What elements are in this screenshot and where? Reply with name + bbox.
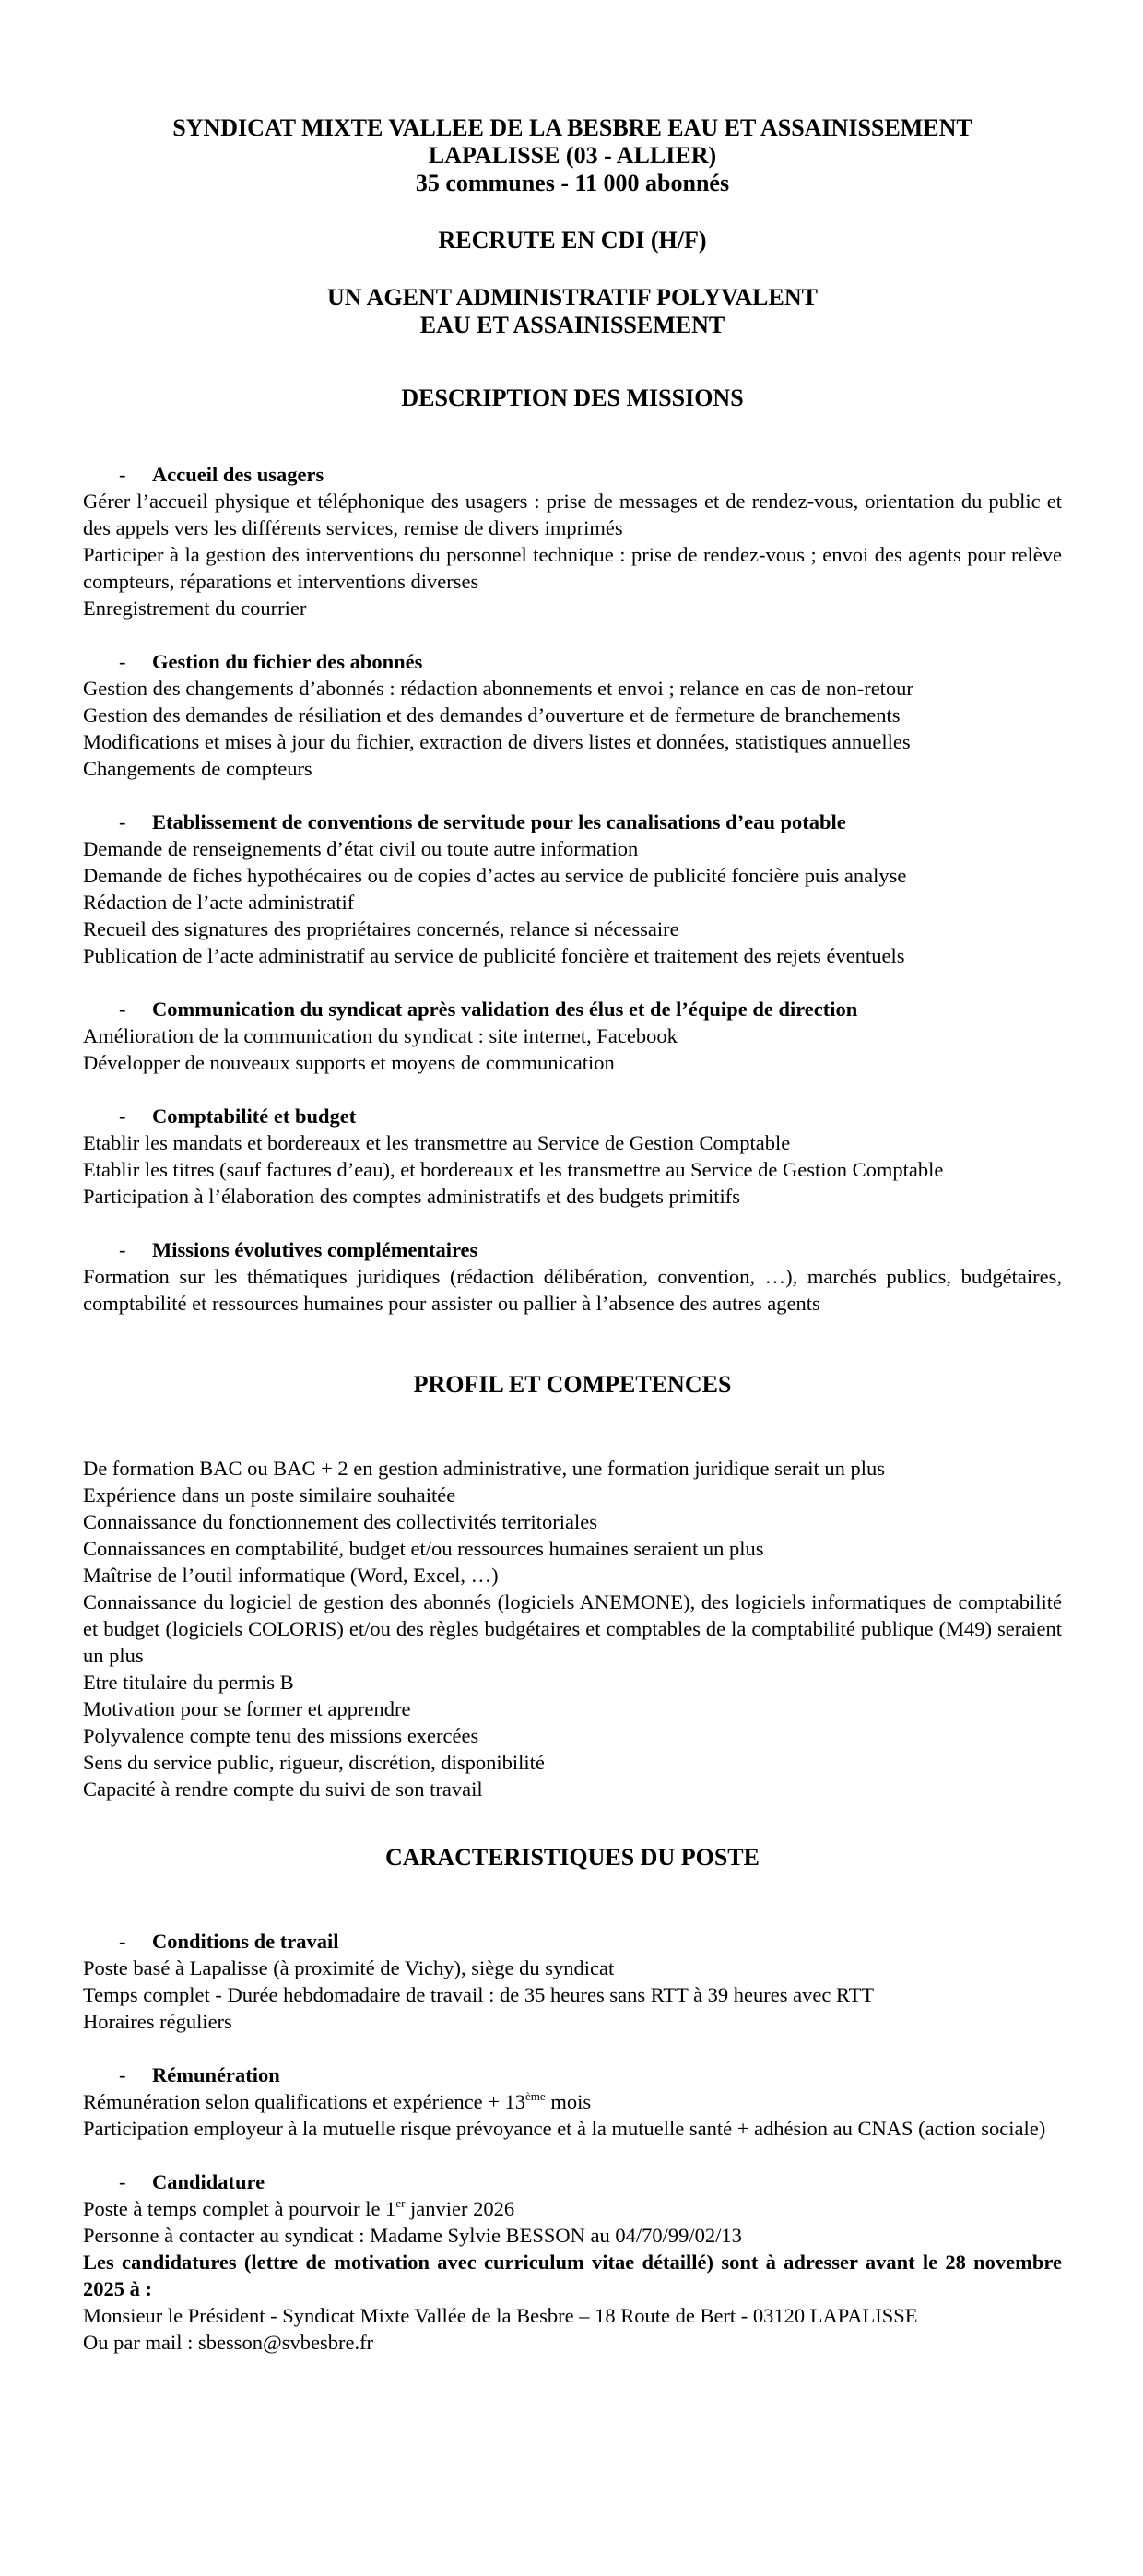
section-title-missions: DESCRIPTION DES MISSIONS [401,384,744,411]
org-header [83,114,1062,197]
pay-superscript: ème [525,2089,546,2103]
bullet-dash: - [119,2170,126,2193]
profile-line: Polyvalence compte tenu des missions exercées [83,1724,479,1747]
document-content [83,114,1062,2356]
start-text-end: janvier 2026 [405,2197,515,2220]
mission-group [83,809,1062,969]
mission-heading-text: Gestion du fichier des abonnés [152,650,423,673]
application-email-line [83,2329,1062,2356]
conditions-group [83,1928,1062,2035]
email-link[interactable]: sbesson@svbesbre.fr [197,2331,374,2354]
pay-heading-text: Rémunération [152,2063,280,2086]
mission-line: Modifications et mises à jour du fichier, extraction de divers listes et données, statistiques annuelles [83,730,911,753]
missions-list [83,461,1062,1317]
profile-line: Connaissance du fonctionnement des collectivités territoriales [83,1510,597,1533]
bullet-dash: - [119,1238,126,1261]
start-superscript: er [395,2196,406,2210]
mission-heading-text: Etablissement de conventions de servitude pour les canalisations d’eau potable [152,810,846,833]
profile-line: Maîtrise de l’outil informatique (Word, Excel, …) [83,1564,499,1587]
mission-line: Gestion des demandes de résiliation et des demandes d’ouverture et de fermeture de branchements [83,703,901,727]
mission-line: Etablir les mandats et bordereaux et les transmettre au Service de Gestion Comptable [83,1131,791,1154]
pay-group [83,2062,1062,2142]
bullet-dash: - [119,1930,126,1953]
application-group [83,2168,1062,2356]
bullet-dash: - [119,463,126,486]
pay-line: Participation employeur à la mutuelle risque prévoyance et à la mutuelle santé + adhésion au CNAS (action sociale) [83,2117,1046,2140]
mission-line: Amélioration de la communication du syndicat : site internet, Facebook [83,1024,678,1047]
mission-line: Développer de nouveaux supports et moyens de communication [83,1051,615,1074]
mission-heading [83,996,1062,1022]
job-title-line2: EAU ET ASSAINISSEMENT [419,312,725,338]
recruit-title: RECRUTE EN CDI (H/F) [438,227,707,254]
bullet-dash: - [119,650,126,673]
bullet-dash: - [119,1105,126,1128]
profile-line: Connaissance du logiciel de gestion des abonnés (logiciels ANEMONE), des logiciels informatiques de comptabilité et budget (logiciels COLORIS) et/ou des règles budgétaires et comptables de la comptabilité publique (M49) seraient un plus [83,1590,1062,1667]
bullet-dash: - [119,2063,126,2086]
mission-line: Rédaction de l’acte administratif [83,891,355,914]
mission-line: Gestion des changements d’abonnés : rédaction abonnements et envoi ; relance en cas de non-retour [83,677,913,700]
mission-heading-text: Communication du syndicat après validation des élus et de l’équipe de direction [152,998,858,1021]
conditions-line: Poste basé à Lapalisse (à proximité de Vichy), siège du syndicat [83,1956,615,1979]
application-start-date [83,2195,1062,2222]
mission-heading [83,1236,1062,1263]
application-contact: Personne à contacter au syndicat : Madame Sylvie BESSON au 04/70/99/02/13 [83,2224,742,2247]
mission-group [83,461,1062,621]
mission-line: Recueil des signatures des propriétaires concernés, relance si nécessaire [83,917,679,940]
mission-group [83,1236,1062,1317]
job-title-line1: UN AGENT ADMINISTRATIF POLYVALENT [327,284,818,311]
bullet-dash: - [119,810,126,833]
conditions-heading-text: Conditions de travail [152,1930,339,1953]
mission-heading [83,1103,1062,1129]
mission-line: Gérer l’accueil physique et téléphonique des usagers : prise de messages et de rendez-vous, orientation du public et des appels vers les différents services, remise de divers imprimés [83,490,1062,539]
application-heading-text: Candidature [152,2170,265,2193]
mission-heading-text: Comptabilité et budget [152,1105,357,1128]
section-title-position: CARACTERISTIQUES DU POSTE [385,1844,760,1871]
application-deadline: Les candidatures (lettre de motivation avec curriculum vitae détaillé) sont à adresser avant le 28 novembre 2025 à : [83,2251,1062,2300]
conditions-line: Temps complet - Durée hebdomadaire de travail : de 35 heures sans RTT à 39 heures avec RTT [83,1983,875,2006]
pay-line [83,2088,1062,2115]
mission-heading-text: Accueil des usagers [152,463,324,486]
mission-line: Participer à la gestion des interventions du personnel technique : prise de rendez-vous ; envoi des agents pour relève compteurs, réparations et interventions diverses [83,543,1062,593]
profile-line: Sens du service public, rigueur, discrétion, disponibilité [83,1751,545,1774]
pay-text-end: mois [545,2090,592,2113]
mission-group [83,648,1062,782]
profile-line: Connaissances en comptabilité, budget et/ou ressources humaines seraient un plus [83,1537,764,1560]
mission-line: Etablir les titres (sauf factures d’eau), et bordereaux et les transmettre au Service de Gestion Comptable [83,1158,944,1181]
mission-line: Demande de fiches hypothécaires ou de copies d’actes au service de publicité foncière puis analyse [83,864,907,887]
mission-heading [83,461,1062,488]
job-title [83,284,1062,339]
mission-line: Formation sur les thématiques juridiques (rédaction délibération, convention, …), marchés publics, budgétaires, comptabilité et ressources humaines pour assister ou pallier à l’absence des autres agents [83,1265,1062,1315]
profile-line: Etre titulaire du permis B [83,1671,294,1694]
mission-group [83,996,1062,1076]
pay-heading [83,2062,1062,2088]
profile-line: Capacité à rendre compte du suivi de son travail [83,1778,483,1801]
profile-line: Motivation pour se former et apprendre [83,1697,411,1720]
org-name: SYNDICAT MIXTE VALLEE DE LA BESBRE EAU ET ASSAINISSEMENT [172,114,972,141]
mission-heading [83,809,1062,835]
profile-line: De formation BAC ou BAC + 2 en gestion administrative, une formation juridique serait un plus [83,1457,886,1480]
mission-line: Changements de compteurs [83,757,312,780]
org-location: LAPALISSE (03 - ALLIER) [428,142,717,169]
mission-group [83,1103,1062,1210]
mission-line: Demande de renseignements d’état civil ou toute autre information [83,837,639,860]
application-address: Monsieur le Président - Syndicat Mixte Vallée de la Besbre – 18 Route de Bert - 03120 LAPALISSE [83,2304,918,2327]
org-stats: 35 communes - 11 000 abonnés [415,170,730,196]
mission-heading-text: Missions évolutives complémentaires [152,1238,478,1261]
pay-text: Rémunération selon qualifications et expérience + 13 [83,2090,526,2113]
application-heading [83,2168,1062,2195]
conditions-heading [83,1928,1062,1955]
start-text: Poste à temps complet à pourvoir le 1 [83,2197,396,2220]
mission-line: Publication de l’acte administratif au service de publicité foncière et traitement des rejets éventuels [83,944,905,967]
mission-line: Participation à l’élaboration des comptes administratifs et des budgets primitifs [83,1185,740,1208]
conditions-line: Horaires réguliers [83,2010,232,2033]
profile-list [83,1455,1062,1802]
bullet-dash: - [119,998,126,1021]
email-label: Ou par mail : [83,2331,198,2354]
profile-line: Expérience dans un poste similaire souhaitée [83,1483,456,1507]
mission-heading [83,648,1062,675]
mission-line: Enregistrement du courrier [83,597,307,620]
section-title-profile: PROFIL ET COMPETENCES [413,1371,732,1398]
